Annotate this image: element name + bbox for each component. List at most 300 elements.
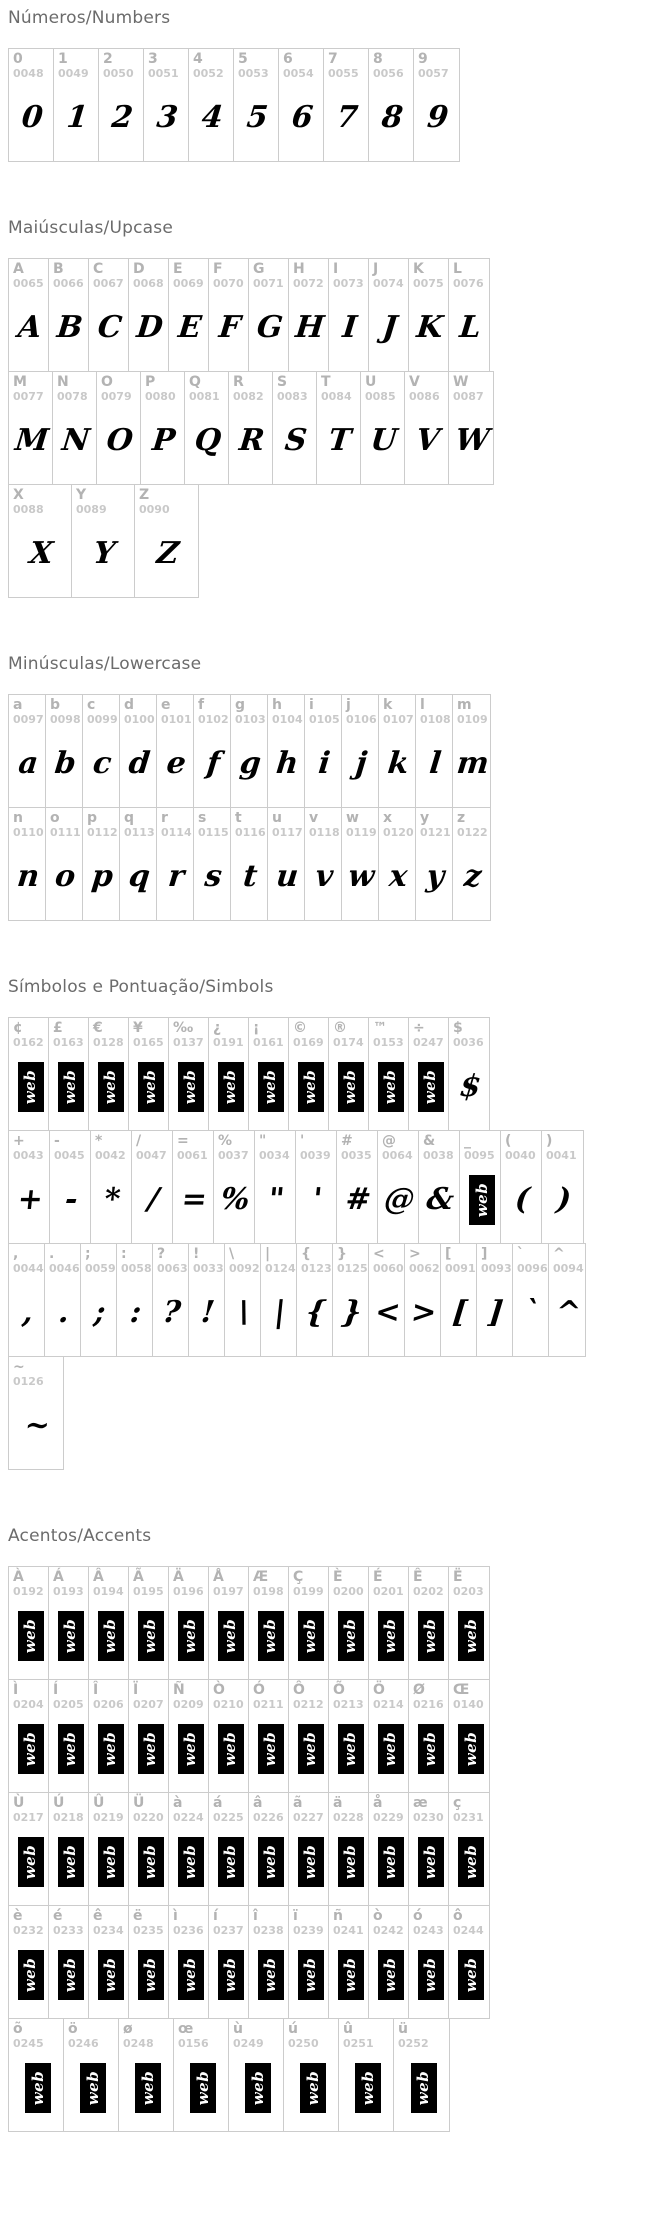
cell-char-label: H	[293, 261, 305, 277]
missing-glyph-web-box	[258, 1724, 284, 1774]
missing-glyph-wrap	[373, 1598, 408, 1679]
char-cell	[89, 1018, 129, 1130]
char-cell	[169, 259, 209, 371]
cell-code: 0114	[161, 826, 192, 839]
missing-glyph-wrap	[53, 1711, 88, 1792]
web-box-label: web	[421, 1957, 440, 1992]
missing-glyph-wrap	[453, 1711, 489, 1792]
char-cell	[249, 1793, 289, 1905]
web-box-label: web	[301, 1069, 320, 1104]
cell-code: 0056	[373, 67, 404, 80]
cell-code: 0063	[157, 1262, 188, 1275]
cell-char-label: Œ	[453, 1682, 470, 1698]
web-box-label: web	[84, 2070, 103, 2105]
glyph: %	[219, 1182, 252, 1217]
cell-char-label: ï	[293, 1908, 298, 1924]
web-box-label: web	[359, 2070, 378, 2105]
cell-char-label: 1	[58, 51, 68, 67]
cell-char-label: {	[301, 1246, 311, 1262]
missing-glyph-wrap	[53, 1049, 88, 1130]
char-row	[8, 1356, 64, 1470]
cell-code: 0066	[53, 277, 84, 290]
web-box-label: web	[381, 1069, 400, 1104]
glyph: T	[326, 423, 353, 458]
web-box-label: web	[381, 1618, 400, 1653]
char-cell	[379, 695, 416, 807]
cell-code: 0072	[293, 277, 324, 290]
glyph: B	[55, 310, 85, 345]
char-cell	[329, 1018, 369, 1130]
cell-char-label: W	[453, 374, 469, 390]
cell-char-label: X	[13, 487, 24, 503]
missing-glyph-wrap	[133, 1711, 168, 1792]
cell-char-label: Á	[53, 1569, 64, 1585]
cell-char-label: 5	[238, 51, 248, 67]
char-cell	[449, 1567, 489, 1679]
char-cell	[209, 1793, 249, 1905]
char-cell	[342, 808, 379, 920]
char-cell	[369, 49, 414, 161]
char-cell	[9, 2019, 64, 2131]
cell-code: 0162	[13, 1036, 44, 1049]
glyph: s	[203, 859, 224, 894]
cell-code: 0107	[383, 713, 414, 726]
cell-char-label: =	[177, 1133, 189, 1149]
cell-char-label: f	[198, 697, 205, 713]
cell-char-label: ¿	[213, 1020, 222, 1036]
cell-char-label: 9	[418, 51, 428, 67]
cell-code: 0044	[13, 1262, 44, 1275]
missing-glyph-web-box	[378, 1950, 404, 2000]
cell-code: 0119	[346, 826, 377, 839]
char-cell	[369, 1018, 409, 1130]
cell-code: 0105	[309, 713, 340, 726]
web-box-label: web	[141, 1731, 160, 1766]
section-lowercase	[8, 654, 653, 921]
web-box-label: web	[181, 1069, 200, 1104]
missing-glyph-wrap	[173, 1824, 208, 1905]
glyph: @	[382, 1182, 417, 1217]
char-cell	[9, 372, 53, 484]
cell-char-label: ç	[453, 1795, 462, 1811]
char-row	[8, 484, 199, 598]
glyph: O	[104, 423, 135, 458]
char-cell	[342, 695, 379, 807]
glyph: k	[386, 746, 411, 781]
cell-code: 0252	[398, 2037, 429, 2050]
glyph: =	[179, 1182, 209, 1217]
cell-code: 0093	[481, 1262, 512, 1275]
cell-code: 0099	[87, 713, 118, 726]
missing-glyph-wrap	[413, 1711, 448, 1792]
char-cell	[339, 2019, 394, 2131]
cell-char-label: á	[213, 1795, 223, 1811]
char-cell	[409, 1018, 449, 1130]
cell-char-label: U	[365, 374, 377, 390]
cell-char-label: >	[409, 1246, 421, 1262]
cell-char-label: c	[87, 697, 96, 713]
char-cell	[513, 1244, 549, 1356]
cell-code: 0083	[277, 390, 308, 403]
glyph: D	[134, 310, 165, 345]
cell-char-label: S	[277, 374, 288, 390]
char-cell	[317, 372, 361, 484]
missing-glyph-wrap	[13, 1824, 48, 1905]
missing-glyph-web-box	[258, 1611, 284, 1661]
cell-char-label: Y	[76, 487, 87, 503]
web-box-label: web	[462, 1844, 481, 1879]
cell-char-label: ;	[85, 1246, 91, 1262]
missing-glyph-wrap	[413, 1937, 448, 2018]
cell-code: 0244	[453, 1924, 484, 1937]
cell-code: 0205	[53, 1698, 84, 1711]
cell-code: 0075	[413, 277, 444, 290]
cell-code: 0231	[453, 1811, 484, 1824]
cell-code: 0207	[133, 1698, 164, 1711]
web-box-label: web	[341, 1618, 360, 1653]
cell-char-label: å	[373, 1795, 383, 1811]
cell-char-label: I	[333, 261, 339, 277]
cell-char-label: è	[13, 1908, 23, 1924]
glyph: P	[150, 423, 177, 458]
cell-char-label: æ	[413, 1795, 428, 1811]
glyph: l	[427, 746, 443, 781]
cell-char-label: Ù	[13, 1795, 25, 1811]
missing-glyph-web-box	[298, 1837, 324, 1887]
char-cell	[416, 695, 453, 807]
char-cell	[297, 1244, 333, 1356]
glyph: ;	[92, 1295, 108, 1330]
web-box-label: web	[61, 1731, 80, 1766]
cell-char-label: ÷	[413, 1020, 425, 1036]
cell-code: 0110	[13, 826, 44, 839]
cell-char-label: ü	[398, 2021, 408, 2037]
char-row	[8, 1679, 490, 1793]
cell-char-label: œ	[178, 2021, 194, 2037]
cell-code: 0249	[233, 2037, 264, 2050]
cell-char-label: À	[13, 1569, 24, 1585]
cell-char-label: ô	[453, 1908, 463, 1924]
cell-code: 0071	[253, 277, 284, 290]
missing-glyph-web-box	[418, 1724, 444, 1774]
glyph: Y	[91, 536, 117, 571]
glyph: |	[272, 1295, 288, 1330]
missing-glyph-web-box	[378, 1062, 404, 1112]
glyph: ^	[553, 1295, 583, 1330]
glyph: M	[13, 423, 51, 458]
cell-char-label: Ë	[453, 1569, 463, 1585]
cell-char-label: e	[161, 697, 171, 713]
cell-code: 0196	[173, 1585, 204, 1598]
missing-glyph-wrap	[178, 2050, 228, 2131]
missing-glyph-wrap	[453, 1937, 489, 2018]
char-cell	[249, 1567, 289, 1679]
char-cell	[97, 372, 141, 484]
cell-char-label: ¥	[133, 1020, 143, 1036]
missing-glyph-web-box	[218, 1611, 244, 1661]
char-cell	[329, 259, 369, 371]
cell-code: 0230	[413, 1811, 444, 1824]
char-cell	[9, 808, 46, 920]
missing-glyph-wrap	[293, 1049, 328, 1130]
char-row	[8, 1017, 490, 1131]
cell-char-label: L	[453, 261, 462, 277]
glyph: a	[16, 746, 40, 781]
cell-char-label: ñ	[333, 1908, 343, 1924]
cell-code: 0123	[301, 1262, 332, 1275]
char-cell	[129, 1680, 169, 1792]
web-box-label: web	[221, 1618, 240, 1653]
missing-glyph-web-box	[98, 1837, 124, 1887]
cell-code: 0060	[373, 1262, 404, 1275]
cell-char-label: v	[309, 810, 319, 826]
cell-code: 0210	[213, 1698, 244, 1711]
cell-code: 0070	[213, 277, 244, 290]
char-cell	[453, 808, 490, 920]
cell-char-label: E	[173, 261, 183, 277]
cell-code: 0049	[58, 67, 89, 80]
missing-glyph-web-box	[258, 1837, 284, 1887]
char-cell	[449, 1018, 489, 1130]
char-cell	[169, 1906, 209, 2018]
web-box-label: web	[61, 1957, 80, 1992]
char-cell	[144, 49, 189, 161]
cell-code: 0199	[293, 1585, 324, 1598]
char-cell	[453, 695, 490, 807]
char-cell	[9, 1793, 49, 1905]
cell-code: 0241	[333, 1924, 364, 1937]
cell-char-label: Ã	[133, 1569, 144, 1585]
cell-code: 0242	[373, 1924, 404, 1937]
cell-code: 0165	[133, 1036, 164, 1049]
glyph: "	[266, 1182, 286, 1217]
missing-glyph-wrap	[173, 1598, 208, 1679]
cell-char-label: ê	[93, 1908, 103, 1924]
cell-char-label: n	[13, 810, 23, 826]
char-cell	[189, 1244, 225, 1356]
missing-glyph-web-box	[458, 1724, 484, 1774]
char-cell	[46, 695, 83, 807]
missing-glyph-wrap	[213, 1937, 248, 2018]
glyph: x	[387, 859, 410, 894]
cell-char-label: Ò	[213, 1682, 225, 1698]
char-cell	[231, 695, 268, 807]
cell-code: 0064	[382, 1149, 413, 1162]
char-cell	[9, 1018, 49, 1130]
cell-code: 0045	[54, 1149, 85, 1162]
cell-char-label: O	[101, 374, 113, 390]
glyph: :	[128, 1295, 144, 1330]
char-cell	[91, 1131, 132, 1243]
missing-glyph-wrap	[53, 1598, 88, 1679]
glyph: #	[343, 1182, 373, 1217]
char-cell	[361, 372, 405, 484]
missing-glyph-web-box	[338, 1950, 364, 2000]
cell-char-label: Ó	[253, 1682, 265, 1698]
cell-char-label: 3	[148, 51, 158, 67]
cell-code: 0073	[333, 277, 364, 290]
cell-char-label: <	[373, 1246, 385, 1262]
glyph: z	[462, 859, 484, 894]
web-box-label: web	[181, 1844, 200, 1879]
web-box-label: web	[101, 1957, 120, 1992]
missing-glyph-web-box	[178, 1611, 204, 1661]
char-cell	[9, 1244, 45, 1356]
section-numbers	[8, 8, 653, 162]
cell-code: 0218	[53, 1811, 84, 1824]
cell-code: 0090	[139, 503, 170, 516]
web-box-label: web	[421, 1731, 440, 1766]
cell-code: 0094	[553, 1262, 584, 1275]
cell-char-label: p	[87, 810, 98, 826]
char-cell	[157, 808, 194, 920]
web-box-label: web	[462, 1618, 481, 1653]
cell-char-label: u	[272, 810, 282, 826]
missing-glyph-wrap	[93, 1598, 128, 1679]
cell-char-label: y	[420, 810, 430, 826]
char-cell	[83, 808, 120, 920]
missing-glyph-web-box	[258, 1950, 284, 2000]
char-row	[8, 807, 491, 921]
glyph: {	[304, 1295, 328, 1330]
cell-char-label: P	[145, 374, 156, 390]
cell-char-label: |	[265, 1246, 271, 1262]
cell-code: 0248	[123, 2037, 154, 2050]
cell-char-label: (	[505, 1133, 512, 1149]
missing-glyph-wrap	[13, 1598, 48, 1679]
cell-code: 0034	[259, 1149, 290, 1162]
cell-char-label: o	[50, 810, 60, 826]
cell-char-label: A	[13, 261, 24, 277]
cell-char-label: Ñ	[173, 1682, 185, 1698]
glyph: q	[126, 859, 152, 894]
cell-code: 0087	[453, 390, 484, 403]
glyph: ,	[20, 1295, 35, 1330]
cell-code: 0043	[13, 1149, 44, 1162]
missing-glyph-web-box	[298, 1611, 324, 1661]
cell-code: 0236	[173, 1924, 204, 1937]
missing-glyph-wrap	[464, 1162, 500, 1243]
cell-code: 0041	[546, 1149, 577, 1162]
missing-glyph-wrap	[373, 1711, 408, 1792]
glyph: Q	[192, 423, 223, 458]
cell-code: 0095	[464, 1149, 495, 1162]
web-box-label: web	[221, 1957, 240, 1992]
char-cell	[268, 695, 305, 807]
missing-glyph-wrap	[123, 2050, 173, 2131]
glyph: -	[63, 1182, 80, 1217]
cell-code: 0042	[95, 1149, 126, 1162]
missing-glyph-wrap	[333, 1711, 368, 1792]
missing-glyph-web-box	[245, 2063, 271, 2113]
cell-code: 0103	[235, 713, 266, 726]
cell-code: 0078	[57, 390, 88, 403]
cell-char-label: Ï	[133, 1682, 139, 1698]
cell-char-label: q	[124, 810, 135, 826]
glyph: `	[522, 1295, 542, 1330]
cell-char-label: ¢	[13, 1020, 23, 1036]
glyph: 4	[200, 100, 225, 135]
missing-glyph-wrap	[213, 1598, 248, 1679]
web-box-label: web	[141, 1957, 160, 1992]
char-cell	[234, 49, 279, 161]
cell-code: 0169	[293, 1036, 324, 1049]
char-cell	[89, 1793, 129, 1905]
cell-char-label: 0	[13, 51, 23, 67]
char-cell	[50, 1131, 91, 1243]
char-cell	[477, 1244, 513, 1356]
cell-char-label: ù	[233, 2021, 243, 2037]
missing-glyph-web-box	[58, 1724, 84, 1774]
cell-code: 0122	[457, 826, 488, 839]
glyph: !	[199, 1295, 217, 1330]
cell-code: 0068	[133, 277, 164, 290]
web-box-label: web	[21, 1731, 40, 1766]
char-cell	[209, 1567, 249, 1679]
cell-char-label: ,	[13, 1246, 19, 1262]
cell-char-label: J	[373, 261, 379, 277]
glyph: u	[274, 859, 301, 894]
char-cell	[369, 1793, 409, 1905]
char-cell	[135, 485, 198, 597]
char-cell	[49, 259, 89, 371]
web-box-label: web	[61, 1618, 80, 1653]
cell-code: 0247	[413, 1036, 444, 1049]
cell-char-label: Õ	[333, 1682, 345, 1698]
cell-char-label: 6	[283, 51, 293, 67]
cell-code: 0245	[13, 2037, 44, 2050]
glyph: 5	[245, 100, 270, 135]
glyph: W	[453, 423, 491, 458]
cell-char-label: M	[13, 374, 27, 390]
cell-code: 0096	[517, 1262, 548, 1275]
char-cell	[49, 1906, 89, 2018]
cell-char-label: +	[13, 1133, 25, 1149]
cell-code: 0235	[133, 1924, 164, 1937]
char-cell	[409, 1906, 449, 2018]
cell-code: 0224	[173, 1811, 204, 1824]
missing-glyph-wrap	[133, 1824, 168, 1905]
glyph: 1	[65, 100, 90, 135]
cell-code: 0061	[177, 1149, 208, 1162]
cell-char-label: l	[420, 697, 425, 713]
char-cell	[119, 2019, 174, 2131]
cell-code: 0082	[233, 390, 264, 403]
glyph: G	[255, 310, 285, 345]
cell-code: 0106	[346, 713, 377, 726]
glyph: F	[217, 310, 243, 345]
cell-code: 0037	[218, 1149, 249, 1162]
cell-char-label: Ú	[53, 1795, 65, 1811]
missing-glyph-web-box	[418, 1837, 444, 1887]
glyph: p	[89, 859, 115, 894]
section-title: Acentos/Accents	[8, 1526, 152, 1546]
missing-glyph-web-box	[18, 1837, 44, 1887]
cell-char-label: w	[346, 810, 359, 826]
cell-code: 0048	[13, 67, 44, 80]
char-cell	[129, 1793, 169, 1905]
web-box-label: web	[261, 1618, 280, 1653]
glyph: j	[354, 746, 369, 781]
missing-glyph-web-box	[138, 1062, 164, 1112]
web-box-label: web	[301, 1844, 320, 1879]
glyph: &	[424, 1182, 456, 1217]
char-cell	[9, 49, 54, 161]
missing-glyph-web-box	[98, 1724, 124, 1774]
glyph: 3	[155, 100, 180, 135]
cell-char-label: Ø	[413, 1682, 425, 1698]
missing-glyph-web-box	[338, 1611, 364, 1661]
